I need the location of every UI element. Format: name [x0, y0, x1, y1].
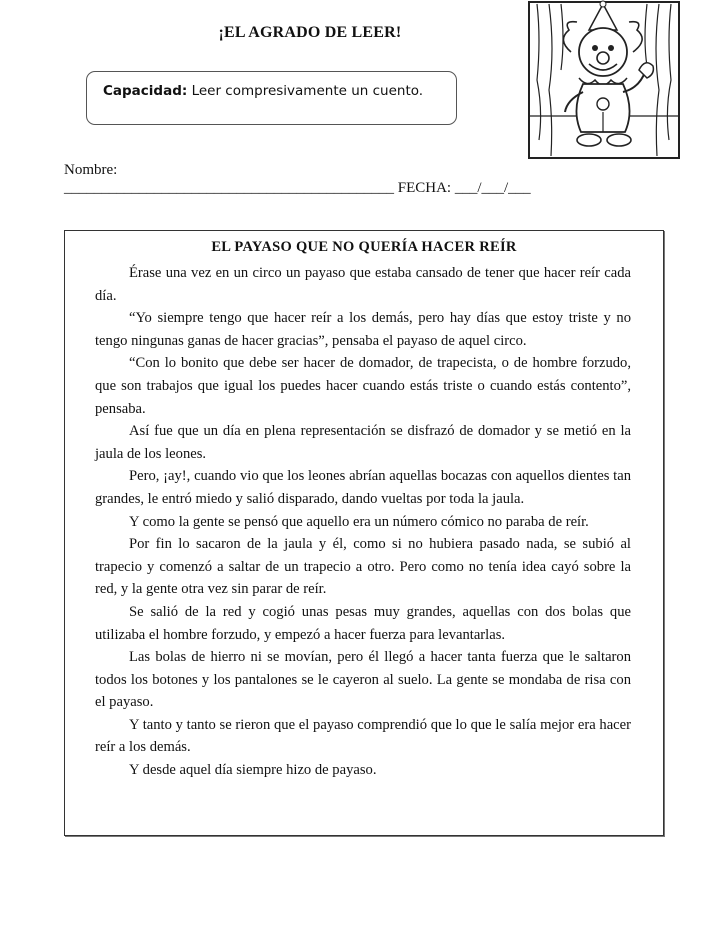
story-paragraph: “Yo siempre tengo que hacer reír a los demás, pero hay días que estoy triste y no tengo ningunas ganas de hacer gracias”, pensaba el payaso de aquel circo.: [95, 310, 631, 349]
story-paragraph: Así fue que un día en plena representación se disfrazó de domador y se metió en la jaula de los leones.: [95, 423, 631, 462]
story-paragraph: Se salió de la red y cogió unas pesas muy grandes, aquellas con dos bolas que utilizaba el hombre forzudo, y empezó a hacer fuerza para levantarlas.: [95, 603, 631, 643]
nombre-label: Nombre:: [64, 162, 118, 178]
story-paragraph: Y como la gente se pensó que aquello era un número cómico no paraba de reír.: [129, 513, 589, 530]
story-paragraph: Y tanto y tanto se rieron que el payaso comprendió que lo que le salía mejor era hacer reír a los demás.: [95, 716, 631, 756]
story-paragraph: “Con lo bonito que debe ser hacer de domador, de trapecista, o de hombre forzudo, que son trabajos que igual los puedes hacer cuando estás triste o cuando estás contento”, pensaba.: [95, 355, 631, 417]
story-paragraph: Y desde aquel día siempre hizo de payaso.: [129, 762, 377, 779]
story-paragraph: Érase una vez en un circo un payaso que estaba cansado de tener que hacer reír cada día.: [95, 265, 631, 304]
story-title: EL PAYASO QUE NO QUERÍA HACER REÍR: [211, 239, 517, 255]
page-title: ¡EL AGRADO DE LEER!: [218, 24, 402, 41]
fecha-blanks: ___/___/___: [454, 180, 531, 196]
story-paragraph: Pero, ¡ay!, cuando vio que los leones abrían aquellas bocazas con aquellos dientes tan grandes, le entró miedo y salió disparado, dando vueltas por toda la jaula.: [95, 468, 631, 507]
name-date-line: [64, 180, 531, 197]
story-paragraph: Las bolas de hierro ni se movían, pero él llegó a hacer tanta fuerza que le saltaron todos los botones y los pantalones se le cayeron al suelo. La gente se mondaba de risa con el payaso.: [95, 649, 631, 711]
capacidad-label: Capacidad:: [103, 83, 188, 99]
fecha-label: FECHA:: [397, 180, 452, 196]
capacidad-text: Leer compresivamente un cuento.: [191, 83, 424, 99]
clown-icon: [527, 0, 681, 160]
story-paragraph: Por fin lo sacaron de la jaula y él, como si no hubiera pasado nada, se subió al trapecio y comenzó a saltar de un trapecio a otro. Pero como no tenía idea cayó sobre la red, y la gente otra vez sin parar de reír.: [95, 536, 631, 598]
story-body: [95, 262, 631, 782]
story-box: [64, 230, 664, 836]
capacidad-box: [86, 71, 457, 125]
nombre-blank: ____________________________________________: [64, 180, 394, 196]
